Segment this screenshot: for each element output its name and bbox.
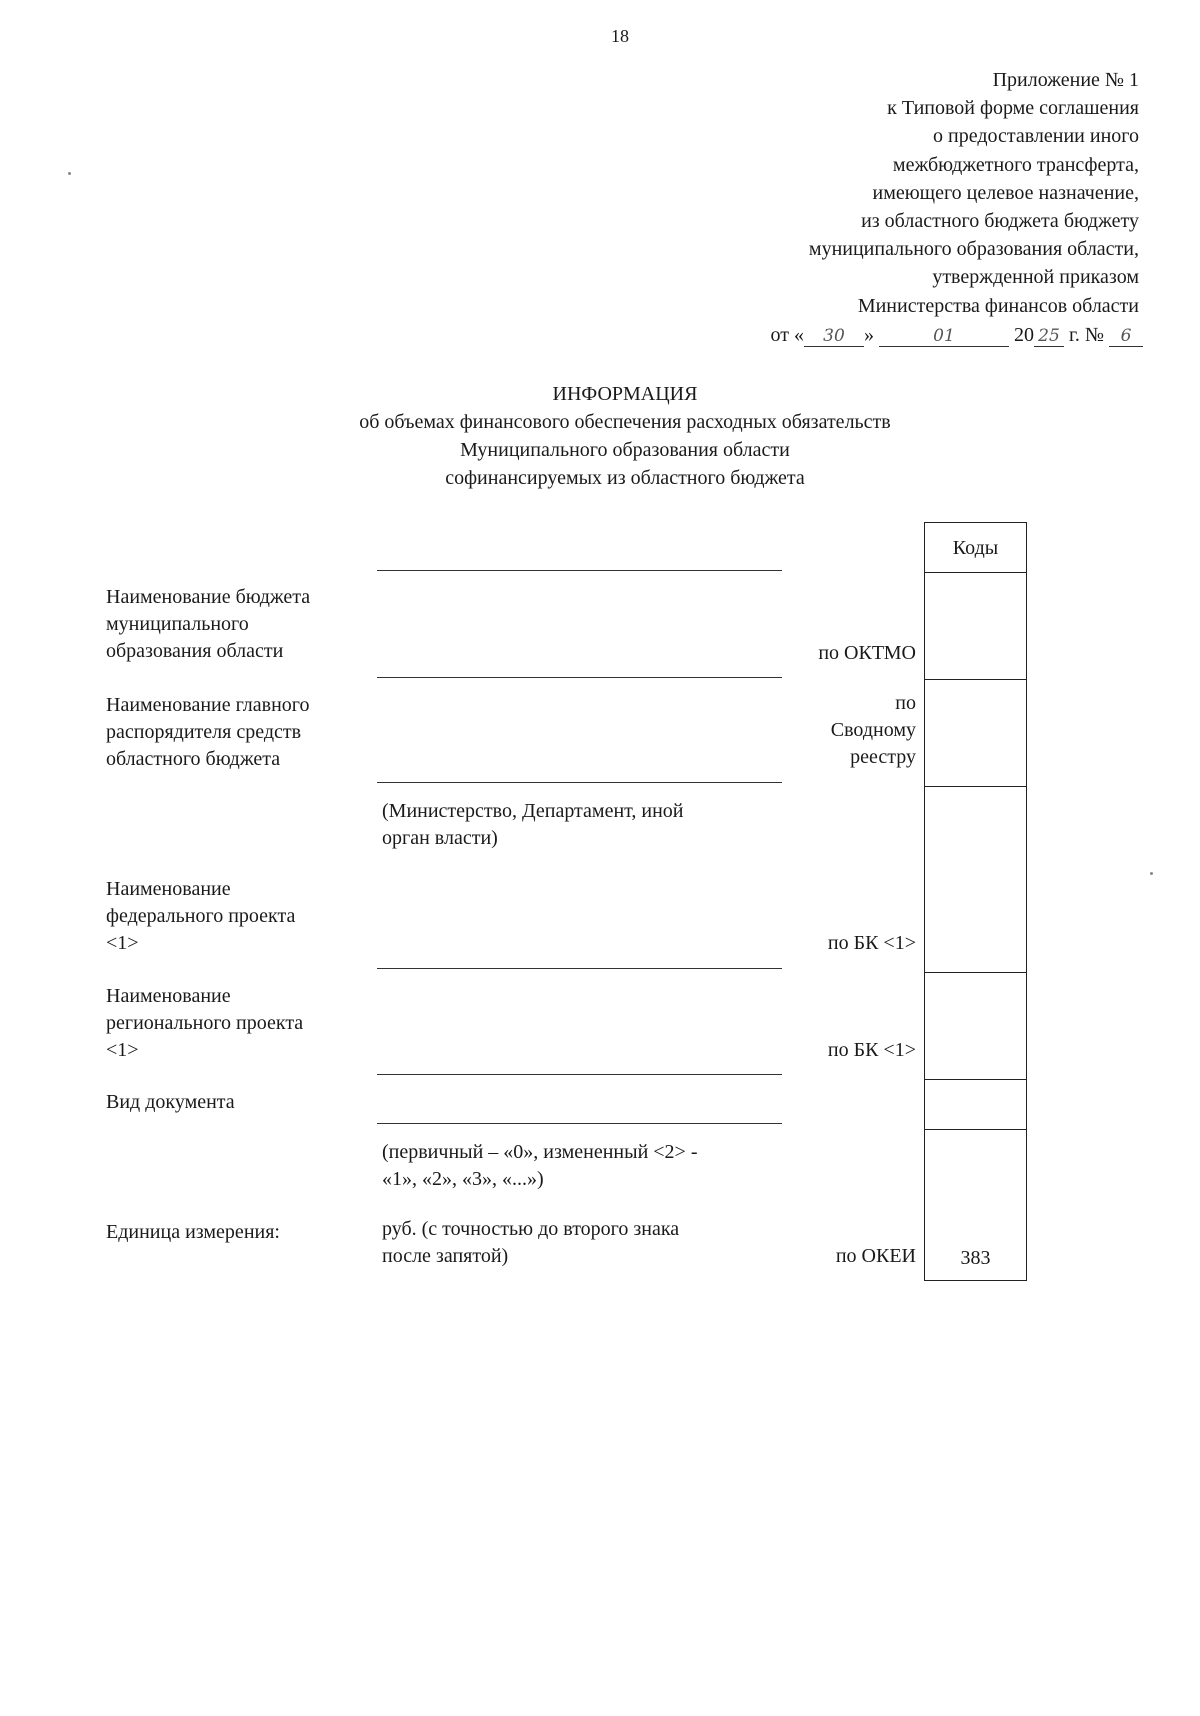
document-title [0,380,1200,492]
approval-block [809,66,1139,320]
unit-line: после запятой) [382,1245,509,1267]
doc-type-hint [382,1139,698,1193]
approval-line: имеющего целевое назначение, [872,181,1139,204]
title-line: об объемах финансового обеспечения расходных обязательств [359,411,891,433]
approval-line: межбюджетного трансферта, [892,153,1139,176]
bk-label-regional: по БК <1> [827,1039,916,1061]
main-manager-label [106,692,310,773]
hint-line: (первичный – «0», измененный <2> - [382,1141,698,1163]
label-line: регионального проекта [106,1012,304,1034]
code-cell-federal-bk [925,787,1026,973]
codes-table [924,522,1027,1281]
code-cell-oktmo [925,573,1026,680]
title-heading: ИНФОРМАЦИЯ [552,383,698,405]
label-line: по [895,692,916,714]
codes-header: Коды [925,523,1026,573]
approval-line: Министерства финансов области [857,294,1139,317]
hint-line: «1», «2», «3», «...») [382,1168,544,1190]
label-line: распорядителя средств [106,721,302,743]
unit-line: руб. (с точностью до второго знака [382,1218,680,1240]
hint-line: орган власти) [382,827,498,849]
approval-line: муниципального образования области, [808,238,1139,261]
label-line: реестру [850,746,916,768]
registry-label [831,690,916,771]
unit-label: Единица измерения: [106,1221,280,1243]
okei-label: по ОКЕИ [835,1245,916,1267]
approval-line: из областного бюджета бюджету [861,210,1139,233]
doc-number: 6 [1109,326,1143,347]
bk-label-federal: по БК <1> [827,932,916,954]
approval-date [770,324,1143,347]
regional-project-label [106,983,303,1064]
code-cell-doc-type [925,1080,1026,1130]
oktmo-label: по ОКТМО [818,642,916,664]
label-line: <1> [106,1039,139,1061]
doc-type-field [377,1123,782,1124]
authority-hint [382,798,684,852]
budget-name-field [377,677,782,678]
page-number: 18 [611,26,629,46]
date-mid: » [863,324,874,346]
code-cell-okei [925,1130,1026,1280]
approval-line: о предоставлении иного [933,125,1139,148]
doc-type-label: Вид документа [106,1091,235,1113]
hint-line: (Министерство, Департамент, иной [382,800,684,822]
label-line: Наименование [106,985,231,1007]
code-cell-regional-bk [925,973,1026,1080]
date-prefix: от « [770,324,804,346]
number-prefix: г. № [1068,324,1104,346]
date-year: 25 [1034,326,1064,347]
label-line: образования области [106,640,284,662]
label-line: федерального проекта [106,905,296,927]
federal-project-field [377,968,782,969]
year-prefix: 20 [1013,324,1034,346]
scan-speck [1150,872,1153,875]
blank-line [377,570,782,571]
label-line: Сводному [830,719,916,741]
label-line: Наименование [106,878,231,900]
main-manager-field [377,782,782,783]
approval-line: утвержденной приказом [932,266,1139,289]
federal-project-label [106,876,295,957]
label-line: <1> [106,932,139,954]
label-line: Наименование главного [106,694,310,716]
date-month: 01 [879,326,1009,347]
date-day: 30 [804,326,864,347]
okei-code: 383 [960,1247,991,1269]
title-line: Муниципального образования области [460,439,790,461]
scan-speck [68,172,71,175]
regional-project-field [377,1074,782,1075]
code-cell-registry [925,680,1026,787]
title-line: софинансируемых из областного бюджета [445,467,805,489]
approval-line: к Типовой форме соглашения [887,97,1139,120]
approval-line: Приложение № 1 [992,69,1139,91]
label-line: областного бюджета [106,748,281,770]
label-line: Наименование бюджета [106,586,311,608]
label-line: муниципального [106,613,249,635]
unit-value [382,1216,679,1270]
budget-name-label [106,584,310,665]
